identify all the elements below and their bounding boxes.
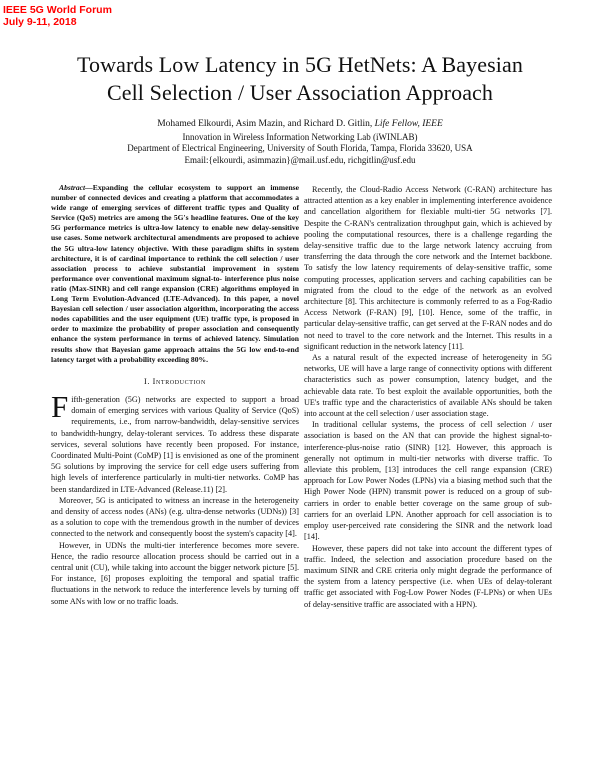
author-lab: Innovation in Wireless Information Networking Lab (iWINLAB) [182,131,418,142]
intro-paragraph-1-text: ifth-generation (5G) networks are expected to support a broad domain of emerging services with various Quality of Service (QoS) requirements, i.e., from narrow-bandwidth, delay-sensitive services to bandwidth-hungry, delay-tolerant services. To address these disparate services, several solutions have recently been proposed. For instance, Coordinated Multi-Point (CoMP) [1] is envisioned as one of the prominent 5G solutions by improving the service for cell edge users suffering from high levels of interference particularly in multi-tier networks. CoMP has been standardized in LTE-Advanced (Release.11) [2]. [51,394,299,494]
author-names [0,119,600,131]
paper-title [0,51,600,107]
title-line-1: Towards Low Latency in 5G HetNets: A Bayesian [77,52,523,77]
abstract [51,183,299,365]
right-column [304,184,552,610]
intro-paragraph-1 [51,388,299,495]
author-department: Department of Electrical Engineering, University of South Florida, Tampa, Florida 33620, USA [127,143,473,153]
right-paragraph-4: However, these papers did not take into account the different types of traffic. Indeed, the selection and association procedure based on the maximum SINR and CRE criteria only might degrade the performance of the system from a latency perspective (i.e. when UEs of delay-tolerant traffic get associated with Fog-Low Power Nodes (F-LPNs) or when UEs of delay-sensitive traffic are associated with a HPN). [304,543,552,609]
abstract-text: Expanding the cellular ecosystem to support an immense number of connected devices and creating a platform that accommodates a wide range of emerging services of different traffic types and Quality of Service (QoS) metrics are among the 5G's headline features. One of the key 5G performance metrics is ultra-low latency to enable new delay-sensitive use cases. Some network architectural amendments are proposed to achieve the 5G ultra-low latency objective. With these paradigm shifts in system architecture, it is of cardinal importance to rethink the cell selection / user association process to achieve substantial improvement in system performance over conventional maximum signal-to- interference plus noise ratio (Max-SINR) and cell range expansion (CRE) algorithms employed in Long Term Evolution-Advanced (LTE-Advanced). In this paper, a novel Bayesian cell selection / user association algorithm, incorporating the access nodes capabilities and the user equipment (UE) traffic type, is proposed in order to maximize the probability of proper association and consequently enhance the system performance in terms of achieved latency. Simulation results show that Bayesian game approach attains the 5G low end-to-end latency target with a probability exceeding 80%. [51,183,299,364]
dropcap-letter: F [51,388,69,424]
author-fellow-title: Life Fellow, IEEE [374,119,443,129]
conference-name: IEEE 5G World Forum [3,4,112,16]
conference-banner [3,4,173,28]
conference-dates: July 9-11, 2018 [3,16,77,28]
author-list: Mohamed Elkourdi, Asim Mazin, and Richard D. Gitlin, [157,119,373,129]
section-heading-introduction: I. Introduction [144,376,206,386]
author-block [0,119,600,166]
right-paragraph-3: In traditional cellular systems, the process of cell selection / user association is based on the AN that can provide the highest signal-to-interference-plus-noise ratio (SINR) [12]. However, this approach is generally not optimum in multi-tier networks with diverse traffic. To alleviate this problem, [13] introduces the cell range expansion (CRE) approach for Low Power Nodes (LPNs) via a biasing method such that the High Power Node (HPN) transmit power is reduced on a group of sub-carriers in order to enable better coverage on the same group of sub-carriers for an overlaid LPN. Another approach for cell association is to employ user-perceived rate considering the SINR and the network load [14]. [304,420,552,542]
intro-paragraph-3: However, in UDNs the multi-tier interference becomes more severe. Hence, the radio resource allocation process should be carried out in a central unit (CU), while taking into account the bigger network picture [5]. For instance, [6] proposes exploiting the temporal and spatial traffic fluctuations in the network to reduce the interference levels by turning off some ANs with low or no traffic loads. [51,540,299,606]
abstract-label: Abstract— [59,183,93,192]
title-line-2: Cell Selection / User Association Approach [106,80,494,105]
right-paragraph-2: As a natural result of the expected increase of heterogeneity in 5G networks, UE will have a large range of connectivity options with different characteristics such as power consumption, latency budget, and the achievable data rate. To best exploit the available opportunities, both the UE's traffic type and the characteristics of available ANs should be taken into account at the cell selection / user association stage. [304,353,552,419]
intro-paragraph-2: Moreover, 5G is anticipated to witness an increase in the heterogeneity and density of access nodes (ANs) (e.g. ultra-dense networks (UDNs)) [3] as a solution to cope with the tremendous growth in the number of devices connected to the network and consequently boost the system's capacity [4]. [51,495,299,539]
author-email: Email:{elkourdi, asimmazin}@mail.usf.edu, richgitlin@usf.edu [184,154,416,165]
right-paragraph-1: Recently, the Cloud-Radio Access Network (C-RAN) architecture has attracted attention as a key enabler in implementing interference avoidence and cancellation algorithem for flexiable multi-tier 5G networks [7]. Despite the C-RAN's centralization throughput gain, which is achieved by pooling the computational resources, there is a challenge regarding the delay-sensitive traffic due to the large network latency accruing from transferring the data through the core network and the Internet backbone. To satisfy the low latency requirements of delay-sensitive traffic, some computing processes, application servers and caching capabilities can be migrated from the cloud to the edge of the network as an evolved architecture [8]. This architecture is commonly referred to as a Fog-Radio Access Network (F-RAN) [9], [10]. Hence, some of the traffic, in particular delay-sensitive traffic, can get served at the F-RAN nodes and do not need to travel to the core network and the Internet. This results in a significant reduction in the network latency [11]. [304,185,552,351]
left-column [51,183,299,607]
